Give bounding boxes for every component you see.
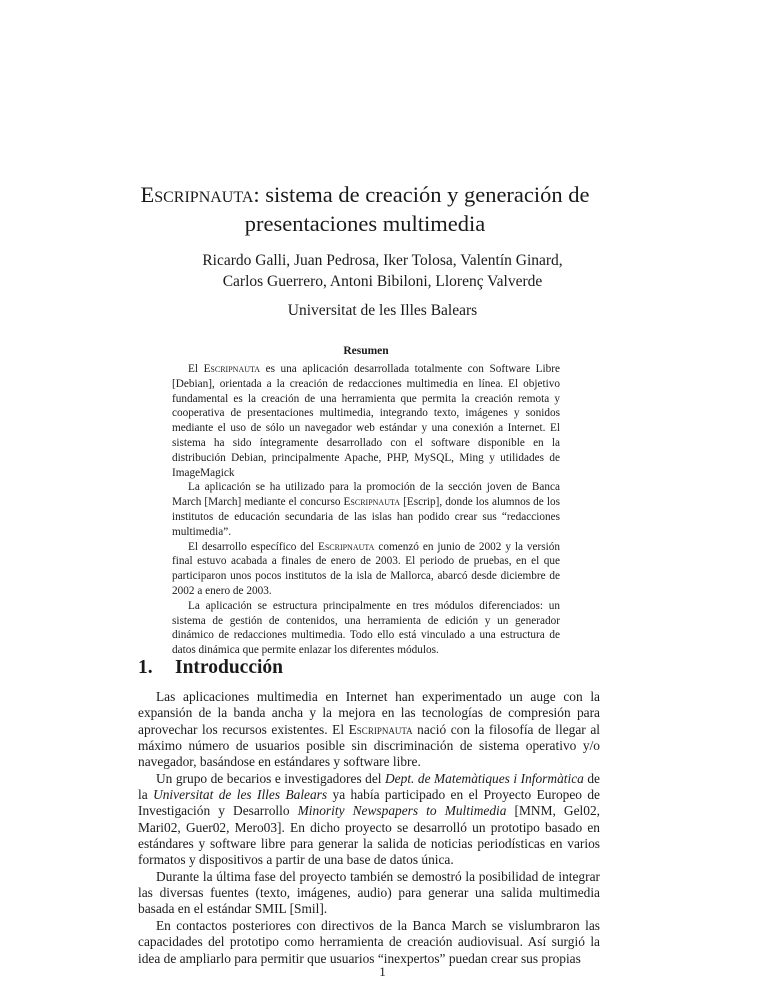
title-rest: : sistema de creación y generación de presentaciones multimedia <box>244 182 590 236</box>
body-paragraph <box>138 771 600 869</box>
section-number: 1. <box>138 657 153 678</box>
author-line-2: Carlos Guerrero, Antoni Bibiloni, Llorenç Valverde <box>222 273 543 290</box>
text-run: de la <box>138 770 600 803</box>
system-name: Escripnauta <box>317 540 375 553</box>
text-run: Un grupo de becarios e investigadores del <box>156 770 386 786</box>
text-run: ya había participado en el Proyecto Europeo de Investigación y Desarrollo <box>138 787 600 819</box>
abstract-paragraph <box>172 362 560 480</box>
paper-title <box>110 180 620 238</box>
section-title: Introducción <box>175 657 283 678</box>
abstract-heading: Resumen <box>343 345 389 357</box>
text-run: La aplicación se ha utilizado para la promoción de la sección joven de Banca March [March] mediante el concurso <box>172 481 560 509</box>
page-number: 1 <box>379 964 386 979</box>
abstract-paragraph <box>172 480 560 539</box>
body-paragraph <box>138 689 600 771</box>
system-name: Escripnauta <box>348 721 413 737</box>
text-run: es una aplicación desarrollada totalmente con Software Libre [Debian], orientada a la creación de redacciones multimedia en línea. El objetivo fundamental es la creación de una herramienta que permita la creación remota y cooperativa de presentaciones multimedia, integrando texto, imágenes y sonidos mediante el uso de sólo un navegador web estándar y una conexión a Internet. El sistema ha sido íntegramente desarrollado con el software disponible en la distribución Debian, principalmente Apache, PHP, MySQL, Ming y utilidades de ImageMagick <box>172 363 560 479</box>
project-name: Minority Newspapers to Multimedia <box>297 803 507 819</box>
body-text <box>138 689 600 967</box>
text-run: [Escrip], donde los alumnos de los institutos de educación secundaria de las islas han podido crear sus “redacciones multimedia”. <box>172 496 560 538</box>
body-paragraph: En contactos posteriores con directivos de la Banca March se vislumbraron las capacidades del prototipo como herramienta de creación audiovisual. Así surgió la idea de ampliarlo para permitir que usuarios “inexpertos” puedan crear sus propias <box>138 917 600 966</box>
text-run: nació con la filosofía de llegar al máximo número de usuarios posible sin discriminación de sistema operativo y/o navegador, basándose en estándares y software libre. <box>138 721 600 770</box>
author-list <box>110 250 655 292</box>
text-run: comenzó en junio de 2002 y la versión final estuvo acabada a finales de enero de 2003. El periodo de pruebas, en el que participaron unos pocos institutos de la isla de Mallorca, abarcó desde diciembre de 2002 a enero de 2003. <box>172 540 560 597</box>
text-run: El <box>188 363 204 375</box>
university-name: Universitat de les Illes Balears <box>153 787 328 803</box>
text-run: [MNM, Gel02, Mari02, Guer02, Mero03]. En dicho proyecto se desarrolló un prototipo basado en estándares y software libre para generar la salida de noticias periodísticas en varios formatos y dispositivos a partir de una base de datos única. <box>138 803 600 868</box>
abstract-paragraph: La aplicación se estructura principalmente en tres módulos diferenciados: un sistema de gestión de contenidos, una herramienta de edición y un generador dinámico de redacciones multimedia. Todo ello está vinculado a una estructura de datos dinámica que permite enlazar los diferentes módulos. <box>172 599 560 657</box>
abstract-paragraph <box>172 540 560 599</box>
section-heading <box>138 656 598 680</box>
system-name: Escripnauta <box>203 363 261 375</box>
abstract-body <box>172 362 560 658</box>
system-name: Escripnauta <box>343 496 401 509</box>
affiliation: Universitat de les Illes Balears <box>287 302 478 319</box>
dept-name: Dept. de Matemàtiques i Informàtica <box>385 770 584 786</box>
text-run: El desarrollo específico del <box>188 540 318 553</box>
title-system-name: Escripnauta <box>140 182 254 207</box>
author-line-1: Ricardo Galli, Juan Pedrosa, Iker Tolosa, Valentín Ginard, <box>202 252 563 269</box>
text-run: Las aplicaciones multimedia en Internet han experimentado un auge con la expansión de la banda ancha y la mejora en las tecnologías de compresión para aprovechar los recursos existentes. El <box>138 689 600 737</box>
body-paragraph: Durante la última fase del proyecto también se demostró la posibilidad de integrar las diversas fuentes (texto, imágenes, audio) para generar una salida multimedia basada en el estándar SMIL [Smil]. <box>138 868 600 917</box>
